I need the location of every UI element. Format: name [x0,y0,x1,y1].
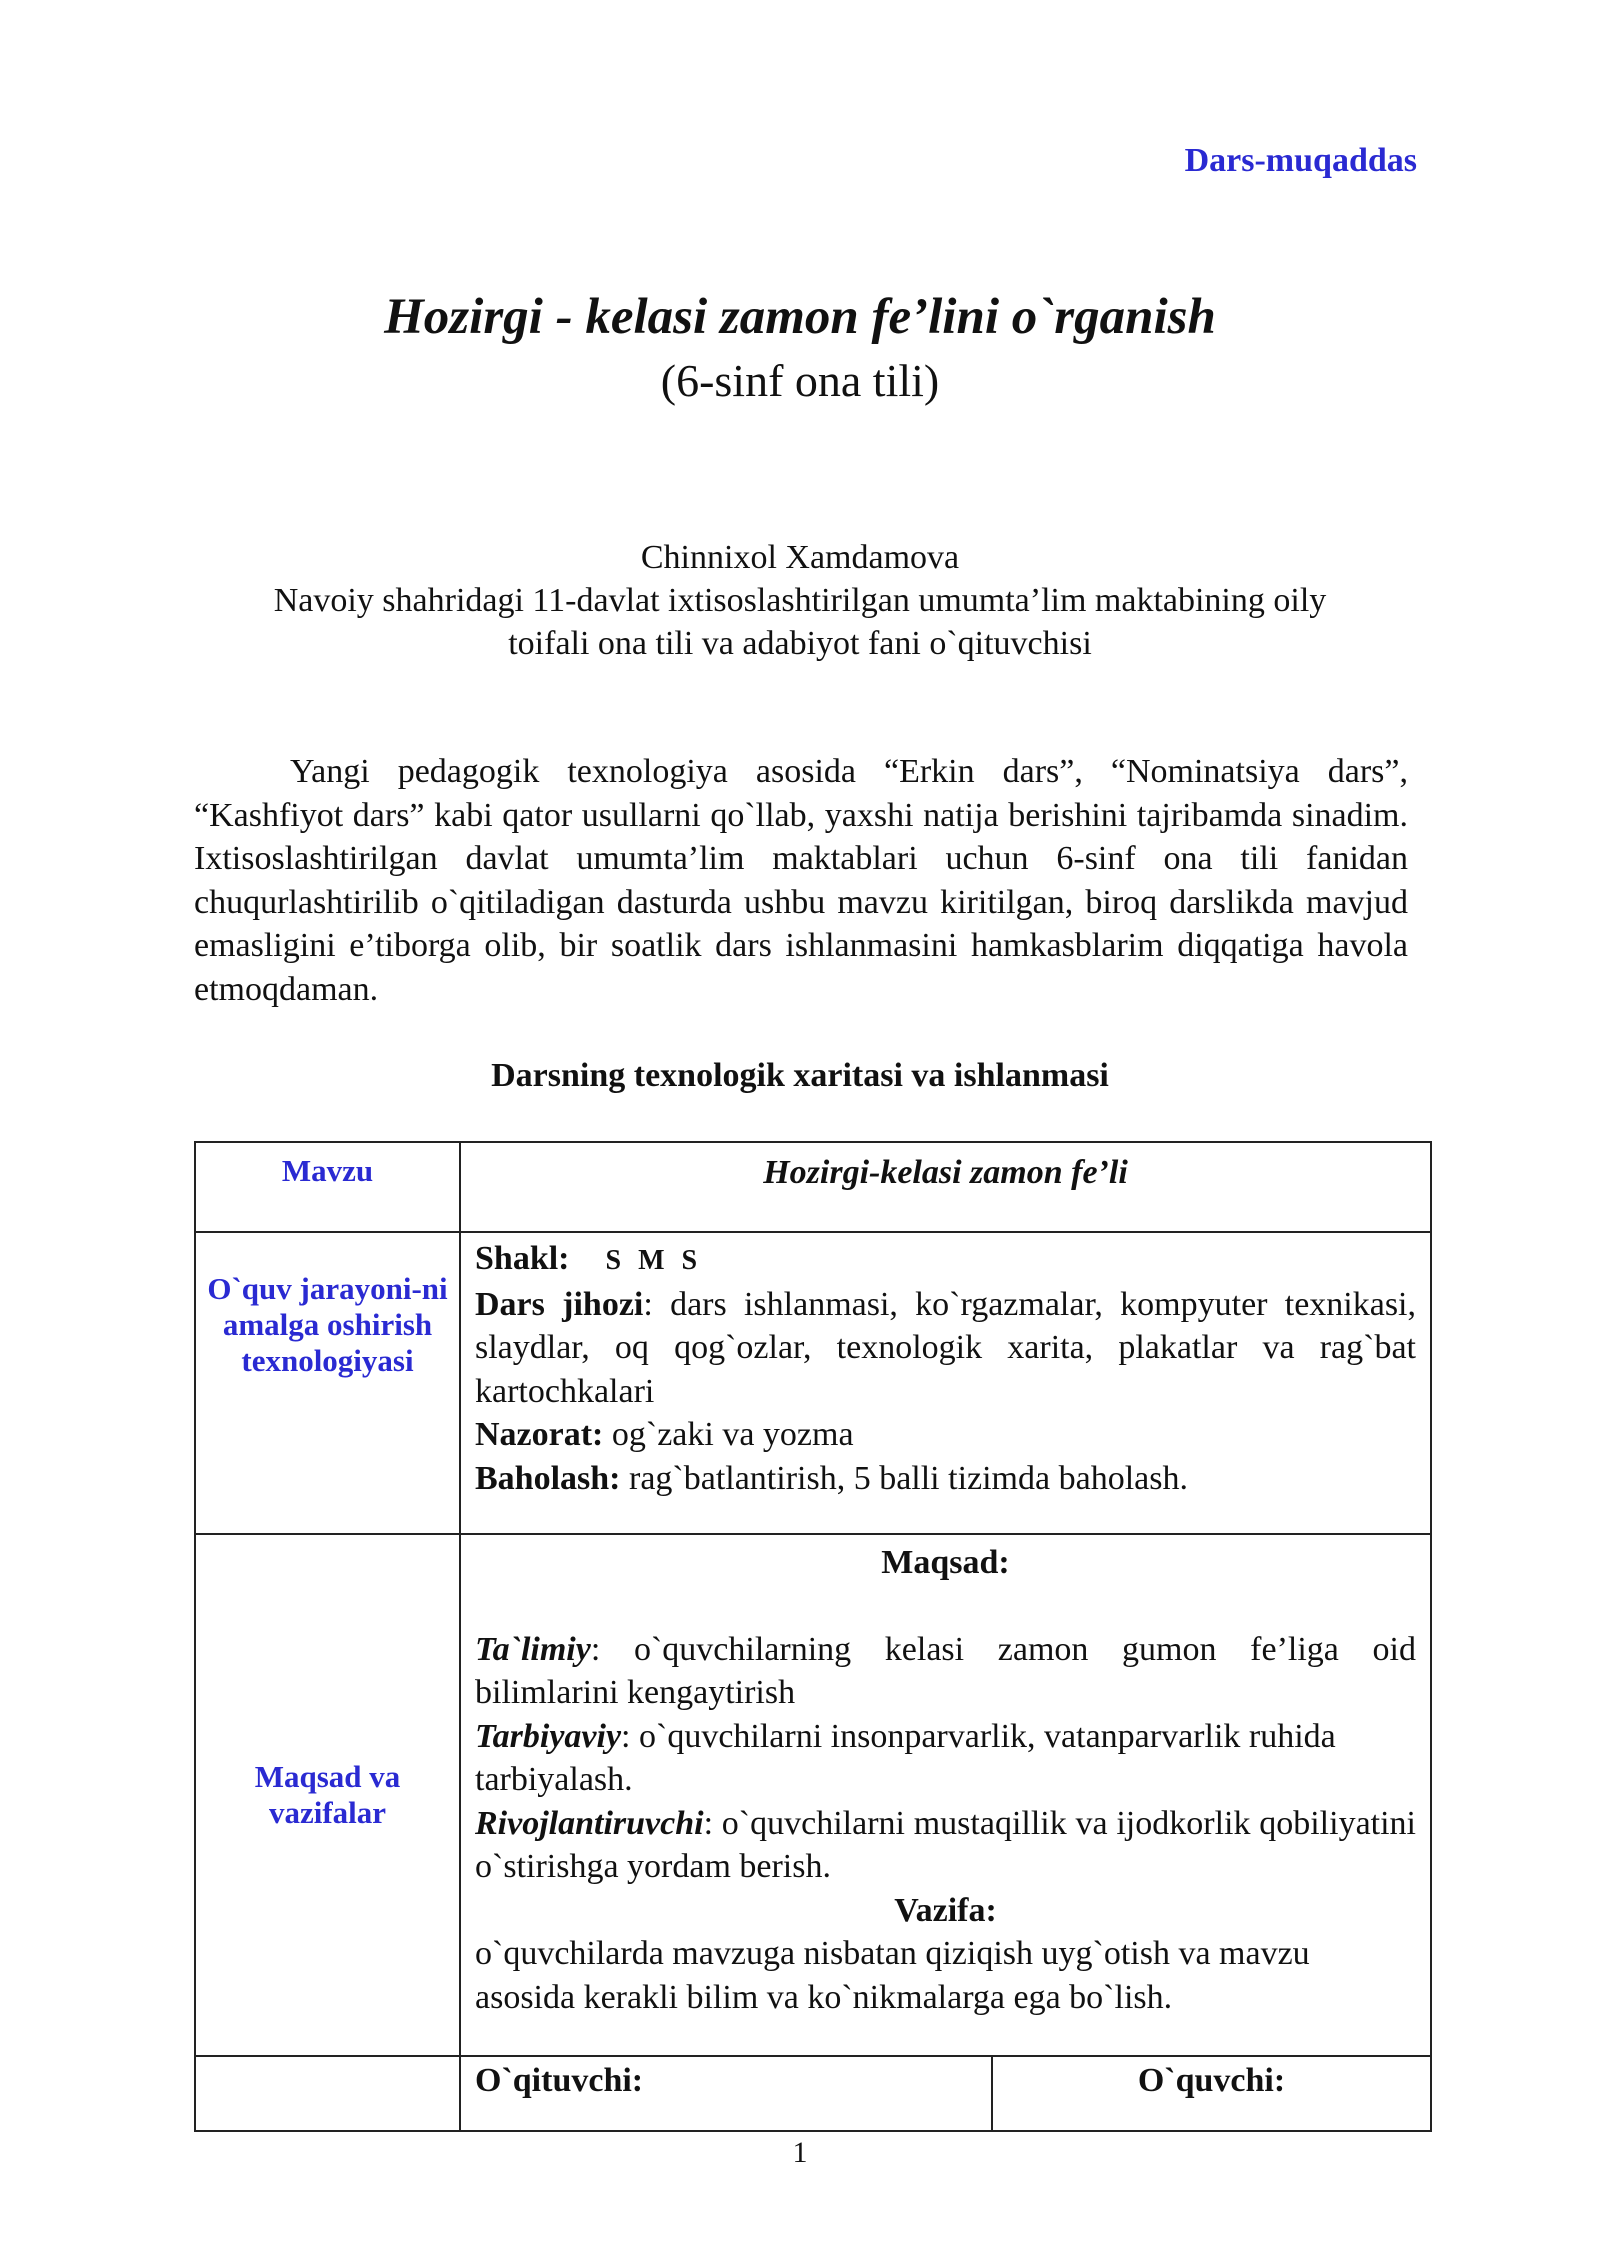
baholash-line [475,1457,1416,1501]
talimiy-line [475,1628,1416,1715]
author-affiliation-line2: toifali ona tili va adabiyot fani o`qituvchisi [508,625,1092,662]
nazorat-value: og`zaki va yozma [603,1416,854,1453]
baholash-label: Baholash: [475,1459,621,1497]
jihoz-line [475,1283,1416,1414]
content-cell [460,1142,1431,1232]
technology-content [461,1233,1430,1500]
shakl-value: S M S [605,1245,703,1276]
jihoz-label: Dars jihozi [475,1285,644,1323]
teacher-heading: O`qituvchi: [475,2062,644,2099]
intro-paragraph: Yangi pedagogik texnologiya asosida “Erkin dars”, “Nominatsiya dars”, “Kashfiyot dars” kabi qator usullarni qo`llab, yaxshi natija berishini tajribamda sinadim. Ixtisoslashtirilgan davlat umumta’lim maktablari uchun 6-sinf ona tili fanidan chuqurlashtirilib o`qitiladigan dasturda ushbu mavzu kiritilgan, biroq darslikda mavjud emasligini e’tiborga olib, bir soatlik dars ishlanmasini hamkasblarim diqqatiga havola etmoqdaman. [194,753,1408,1008]
author-name: Chinnixol Xamdamova [640,539,960,576]
document-title: Hozirgi - kelasi zamon fe’lini o`rganish [384,289,1216,345]
rivojlantiruvchi-label: Rivojlantiruvchi [475,1804,704,1842]
label-cell [195,1232,460,1534]
content-cell [460,1534,1431,2056]
shakl-label: Shakl: [475,1240,570,1277]
jihoz-value: : dars ishlanmasi, ko`rgazmalar, kompyuter texnikasi, slaydlar, oq qog`ozlar, texnologik xarita, plakatlar va rag`bat kartochkalari [475,1285,1416,1410]
author-affiliation-line1: Navoiy shahridagi 11-davlat ixtisoslashtirilgan umumta’lim maktabining oily [273,582,1327,619]
topic-text: Hozirgi-kelasi zamon fe’li [763,1154,1128,1191]
student-cell [992,2056,1431,2131]
technology-map-table [194,1141,1432,2132]
table-row [195,1534,1431,2056]
vazifa-heading: Vazifa: [894,1891,997,1929]
maqsad-heading: Maqsad: [881,1544,1010,1581]
baholash-value: rag`batlantirish, 5 balli tizimda baholash. [620,1459,1188,1497]
row-label-mavzu: Mavzu [281,1153,374,1188]
section-heading: Darsning texnologik xaritasi va ishlanmasi [491,1057,1109,1094]
tarbiyaviy-line [475,1715,1416,1802]
nazorat-line [475,1413,1416,1457]
empty-cell [195,2056,460,2131]
talimiy-label: Ta`limiy [475,1630,591,1668]
tarbiyaviy-label: Tarbiyaviy [475,1717,622,1755]
table-row [195,1232,1431,1534]
goals-content [461,1535,1430,2019]
row-label-technology: O`quv jarayoni-ni amalga oshirish texnologiyasi [207,1271,448,1378]
table-row [195,1142,1431,1232]
content-cell [460,1232,1431,1534]
rivojlantiruvchi-value: : o`quvchilarni mustaqillik va ijodkorlik qobiliyatini o`stirishga yordam berish. [475,1804,1416,1885]
student-heading: O`quvchi: [1137,2062,1286,2099]
tarbiyaviy-value: : o`quvchilarni insonparvarlik, vatanparvarlik ruhida tarbiyalash. [475,1717,1336,1798]
document-subtitle: (6-sinf ona tili) [660,355,940,406]
label-cell [195,1142,460,1232]
vazifa-text: o`quvchilarda mavzuga nisbatan qiziqish uyg`otish va mavzu asosida kerakli bilim va ko`nikmalarga ega bo`lish. [475,1935,1310,2016]
table-row [195,2056,1431,2131]
rivojlantiruvchi-line [475,1802,1416,1889]
row-label-goals: Maqsad va vazifalar [254,1759,401,1830]
page-number: 1 [792,2136,808,2169]
talimiy-value: : o`quvchilarning kelasi zamon gumon fe’liga oid bilimlarini kengaytirish [475,1630,1416,1711]
author-block [200,536,1400,665]
shakl-line [475,1237,1416,1283]
nazorat-label: Nazorat: [475,1416,604,1453]
label-cell [195,1534,460,2056]
teacher-cell [460,2056,992,2131]
header-tag: Dars-muqaddas [1184,142,1417,179]
